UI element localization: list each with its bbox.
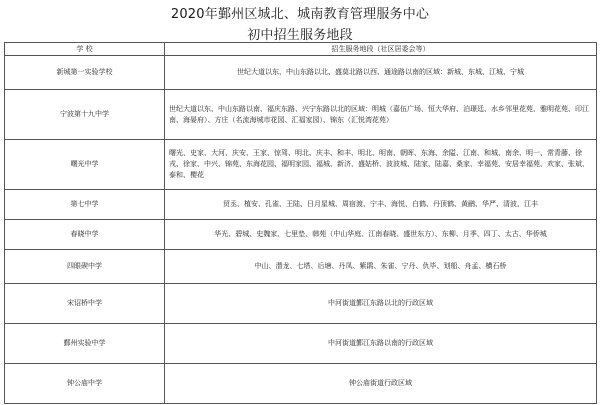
area-cell: 华光、碧城、史魏家、七里垫、韩苑（中山华庭、江南春晓、盛世东方）、东柳、月季、四丁、太古、华侨城 [165, 220, 597, 250]
area-cell: 中河街道鄞江东路以南的行政区域 [165, 324, 597, 364]
school-cell: 四眼碶中学 [5, 250, 165, 284]
table-header-row [5, 43, 597, 56]
area-cell: 钟公庙街道行政区域 [165, 364, 597, 404]
area-cell: 中山、潜龙、七塔、后塘、丹凤、紫鹃、朱雀、宁丹、仇毕、划船、舟孟、横石桥 [165, 250, 597, 284]
table-row [5, 324, 597, 364]
table-row [5, 140, 597, 190]
school-cell: 春晓中学 [5, 220, 165, 250]
enrollment-table [4, 42, 597, 404]
table-row [5, 220, 597, 250]
table-row [5, 56, 597, 90]
table-row [5, 250, 597, 284]
school-cell: 宋诏桥中学 [5, 284, 165, 324]
school-cell: 鄞州实验中学 [5, 324, 165, 364]
page-subtitle: 初中招生服务地段 [247, 28, 353, 43]
school-cell: 曙光中学 [5, 140, 165, 190]
page-title: 2020年鄞州区城北、城南教育管理服务中心 [170, 7, 430, 22]
header-area: 招生服务地段（社区居委会等） [165, 43, 597, 56]
area-cell: 中河街道鄞江东路以北的行政区域 [165, 284, 597, 324]
area-cell: 世纪大道以东、中山东路以南、福庆东路、兴宁东路以北的区域：明城（嘉伍广场、恒大华府、泊璟廷、水乡邻里花苑、雅明花苑、印江南、海晏府）、方庄（名流海城市花园、汇福家园）、锦东（汇悦湾花苑） [165, 90, 597, 140]
area-cell: 曙光、史家、大河、庆安、王家、惊驾、明北、庆丰、和丰、明北、明南、朝晖、东海、余隘、江南、和城、南余、明一、常青藤、徐戎、徐家、中兴、锦苑、东海花园、福明家园、福城、新济、盛姑桥、波波城、陆家、陆嘉、桑家、幸福苑、安居幸福苑、欢家、张斌、泰和、樱花 [165, 140, 597, 190]
school-cell: 钟公庙中学 [5, 364, 165, 404]
table-row [5, 364, 597, 404]
table-row [5, 190, 597, 220]
area-cell: 贸丞、植安、孔雀、王陆、日月星城、周宿渡、宁丰、海悦、白鹤、丹顶鹤、黄鹂、华严、清波、江丰 [165, 190, 597, 220]
school-cell: 第七中学 [5, 190, 165, 220]
table-row [5, 284, 597, 324]
table-row [5, 90, 597, 140]
area-cell: 世纪大道以东、中山东路以北、盛莫北路以西、通途路以南的区域：新城、东城、江城、宁城 [165, 56, 597, 90]
school-cell: 宁波第十九中学 [5, 90, 165, 140]
header-school: 学 校 [5, 43, 165, 56]
school-cell: 新城第一实验学校 [5, 56, 165, 90]
